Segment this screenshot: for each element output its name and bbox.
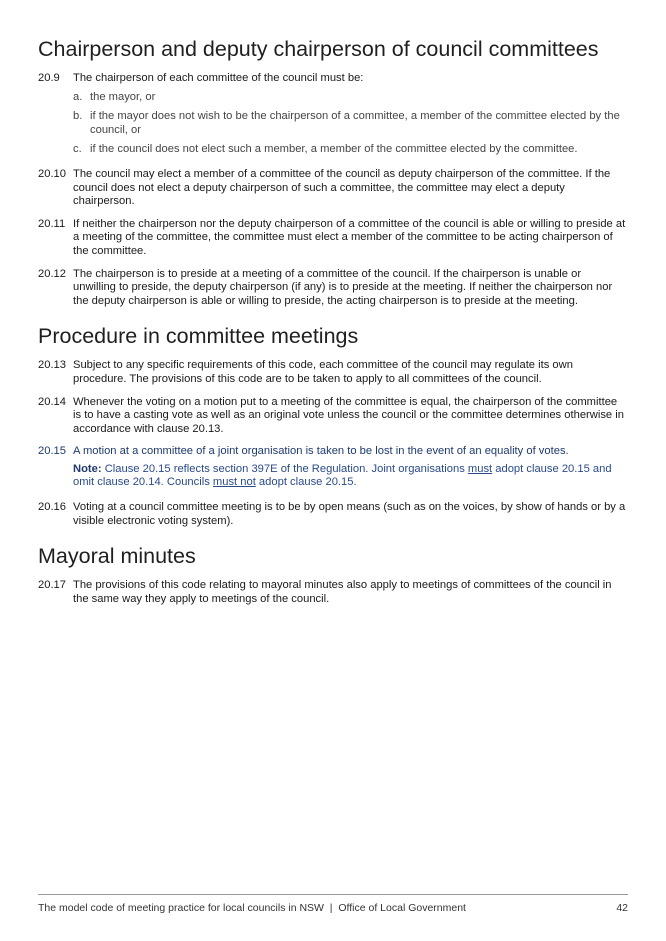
section-heading-procedure: Procedure in committee meetings: [38, 324, 359, 349]
clause-20-13: [38, 359, 626, 386]
note-text: adopt clause 20.15 and omit clause 20.14. Councils: [73, 462, 612, 489]
clause-text: The council may elect a member of a committee of the council as deputy chairperson of the committee. If the council does not elect a deputy chairperson of such a committee, the committee may elect a deputy chairperson.: [73, 167, 611, 208]
clause-number: 20.11: [38, 217, 66, 230]
note-must-not: must not: [212, 476, 256, 489]
page-content: [38, 36, 626, 615]
note-must: must: [467, 462, 493, 475]
list-text: if the mayor does not wish to be the chairperson of a committee, a member of the committee elected by the council, or: [90, 110, 620, 136]
clause-20-9-list: [38, 91, 626, 157]
clause-text: The chairperson of each committee of the council must be:: [73, 72, 364, 84]
note-text: adopt clause 20.15.: [255, 476, 357, 489]
clause-20-11: [38, 218, 626, 259]
list-item: [38, 143, 626, 157]
clause-20-17: [38, 579, 626, 606]
note-label: Note:: [73, 462, 102, 475]
list-item: [38, 91, 626, 105]
clause-number: 20.9: [38, 72, 60, 84]
section-heading-chairperson: Chairperson and deputy chairperson of council committees: [38, 37, 599, 61]
clause-text: A motion at a committee of a joint organisation is taken to be lost in the event of an equality of votes.: [73, 445, 569, 458]
list-letter: c.: [73, 143, 82, 156]
section-heading-mayoral: Mayoral minutes: [38, 544, 196, 569]
clause-text: The provisions of this code relating to mayoral minutes also apply to meetings of committees of the council in the same way they apply to meetings of the council.: [73, 579, 612, 605]
clause-20-12: [38, 268, 626, 309]
clause-20-15: [38, 445, 626, 459]
clause-note: [38, 463, 626, 490]
clause-20-10: [38, 168, 626, 209]
clause-20-16: [38, 501, 626, 528]
clause-number: 20.16: [38, 501, 66, 514]
page-footer: [38, 902, 628, 914]
list-text: if the council does not elect such a member, a member of the committee elected by the committee.: [90, 143, 578, 156]
clause-text: Subject to any specific requirements of this code, each committee of the council may regulate its own procedure. The provisions of this code are to be taken to apply to all committees of the council.: [73, 359, 573, 385]
clause-number: 20.13: [38, 359, 66, 372]
clause-text: Whenever the voting on a motion put to a meeting of the committee is equal, the chairperson of the committee is to have a casting vote as well as an original vote unless the council or the committee determines otherwise in accordance with clause 20.13.: [73, 395, 624, 435]
clause-text: The chairperson is to preside at a meeting of a committee of the council. If the chairperson is unable or unwilling to preside, the deputy chairperson (if any) is to preside at the meeting. If neither the chairperson nor the deputy chairperson is able or willing to preside, the acting chairperson is to preside at the meeting.: [73, 267, 613, 307]
clause-number: 20.10: [38, 167, 66, 180]
footer-divider: [38, 894, 628, 895]
clause-text: Voting at a council committee meeting is to be by open means (such as on the voices, by show of hands or by a visible electronic voting system).: [73, 501, 626, 527]
clause-number: 20.15: [38, 445, 66, 458]
note-text: Clause 20.15 reflects section 397E of the Regulation. Joint organisations: [101, 462, 468, 475]
list-item: [38, 110, 626, 137]
clause-20-9: [38, 72, 626, 86]
clause-number: 20.12: [38, 267, 66, 280]
clause-20-14: [38, 396, 626, 437]
clause-number: 20.14: [38, 395, 66, 408]
clause-text: If neither the chairperson nor the deputy chairperson of a committee of the council is able or willing to preside at a meeting of the committee, the committee must elect a member of the committee to be acting chairperson of the committee.: [73, 217, 626, 257]
clause-number: 20.17: [38, 579, 66, 592]
footer-title: The model code of meeting practice for local councils in NSW | Office of Local Government: [38, 902, 466, 914]
list-letter: a.: [73, 90, 83, 103]
page-number: 42: [616, 902, 628, 914]
list-letter: b.: [73, 110, 83, 123]
list-text: the mayor, or: [90, 90, 156, 103]
